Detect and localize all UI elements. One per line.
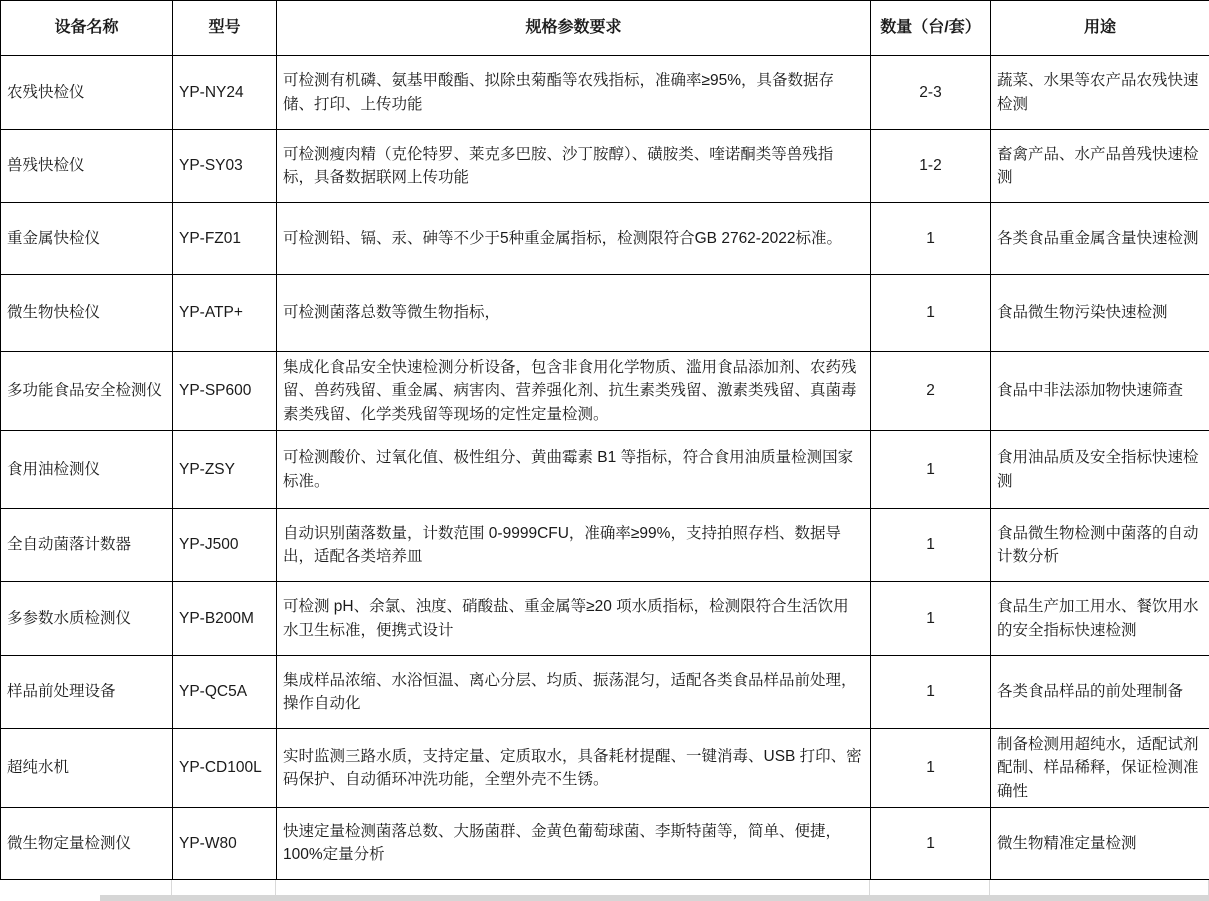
cell-name[interactable]: 超纯水机 (1, 729, 173, 808)
cell-name[interactable]: 微生物定量检测仪 (1, 807, 173, 879)
cell-model[interactable]: YP-B200M (173, 582, 277, 656)
cell-spec[interactable]: 自动识别菌落数量，计数范围 0-9999CFU，准确率≥99%，支持拍照存档、数据导出，适配各类培养皿 (277, 509, 871, 582)
cell-purpose[interactable]: 制备检测用超纯水，适配试剂配制、样品稀释，保证检测准确性 (991, 729, 1209, 808)
cell-spec[interactable]: 可检测瘦肉精（克伦特罗、莱克多巴胺、沙丁胺醇）、磺胺类、喹诺酮类等兽残指标，具备数据联网上传功能 (277, 130, 871, 203)
cell-spec[interactable]: 快速定量检测菌落总数、大肠菌群、金黄色葡萄球菌、李斯特菌等，简单、便捷，100%定量分析 (277, 807, 871, 879)
cell-spec[interactable]: 集成样品浓缩、水浴恒温、离心分层、均质、振荡混匀，适配各类食品样品前处理，操作自动化 (277, 656, 871, 729)
cell-name[interactable]: 农残快检仪 (1, 56, 173, 130)
cell-name[interactable]: 多参数水质检测仪 (1, 582, 173, 656)
header-cell-model[interactable]: 型号 (173, 1, 277, 56)
cell-model[interactable]: YP-CD100L (173, 729, 277, 808)
header-cell-qty[interactable]: 数量（台/套） (871, 1, 991, 56)
cell-qty[interactable]: 2 (871, 352, 991, 431)
table-row (1, 352, 1209, 431)
cell-purpose[interactable]: 食品生产加工用水、餐饮用水的安全指标快速检测 (991, 582, 1209, 656)
cell-spec[interactable]: 可检测铅、镉、汞、砷等不少于5种重金属指标，检测限符合GB 2762-2022标准。 (277, 203, 871, 275)
cell-qty[interactable]: 1 (871, 275, 991, 352)
cell-name[interactable]: 食用油检测仪 (1, 431, 173, 509)
cell-qty[interactable]: 1 (871, 203, 991, 275)
table-row (1, 656, 1209, 729)
table-row (1, 807, 1209, 879)
table-row (1, 56, 1209, 130)
cell-purpose[interactable]: 微生物精准定量检测 (991, 807, 1209, 879)
horizontal-scrollbar[interactable] (100, 895, 1209, 901)
cell-spec[interactable]: 可检测 pH、余氯、浊度、硝酸盐、重金属等≥20 项水质指标，检测限符合生活饮用水卫生标准，便携式设计 (277, 582, 871, 656)
cell-spec[interactable]: 可检测有机磷、氨基甲酸酯、拟除虫菊酯等农残指标，准确率≥95%，具备数据存储、打印、上传功能 (277, 56, 871, 130)
cell-spec[interactable]: 实时监测三路水质，支持定量、定质取水，具备耗材提醒、一键消毒、USB 打印、密码保护、自动循环冲洗功能，全塑外壳不生锈。 (277, 729, 871, 808)
cell-model[interactable]: YP-NY24 (173, 56, 277, 130)
cell-model[interactable]: YP-SP600 (173, 352, 277, 431)
cell-name[interactable]: 全自动菌落计数器 (1, 509, 173, 582)
cell-qty[interactable]: 1 (871, 729, 991, 808)
cell-model[interactable]: YP-FZ01 (173, 203, 277, 275)
cell-name[interactable]: 兽残快检仪 (1, 130, 173, 203)
cell-model[interactable]: YP-QC5A (173, 656, 277, 729)
cell-model[interactable]: YP-J500 (173, 509, 277, 582)
cell-qty[interactable]: 1 (871, 431, 991, 509)
cell-name[interactable]: 多功能食品安全检测仪 (1, 352, 173, 431)
cell-purpose[interactable]: 各类食品样品的前处理制备 (991, 656, 1209, 729)
cell-purpose[interactable]: 食品微生物污染快速检测 (991, 275, 1209, 352)
table-row (1, 509, 1209, 582)
cell-purpose[interactable]: 蔬菜、水果等农产品农残快速检测 (991, 56, 1209, 130)
cell-purpose[interactable]: 各类食品重金属含量快速检测 (991, 203, 1209, 275)
cell-purpose[interactable]: 食用油品质及安全指标快速检测 (991, 431, 1209, 509)
table-row (1, 729, 1209, 808)
cell-spec[interactable]: 可检测酸价、过氧化值、极性组分、黄曲霉素 B1 等指标，符合食用油质量检测国家标准。 (277, 431, 871, 509)
cell-qty[interactable]: 2-3 (871, 56, 991, 130)
cell-qty[interactable]: 1-2 (871, 130, 991, 203)
cell-purpose[interactable]: 畜禽产品、水产品兽残快速检测 (991, 130, 1209, 203)
cell-model[interactable]: YP-ZSY (173, 431, 277, 509)
cell-model[interactable]: YP-ATP+ (173, 275, 277, 352)
table-row (1, 582, 1209, 656)
table-row (1, 431, 1209, 509)
cell-model[interactable]: YP-SY03 (173, 130, 277, 203)
header-cell-spec[interactable]: 规格参数要求 (277, 1, 871, 56)
cell-name[interactable]: 样品前处理设备 (1, 656, 173, 729)
cell-model[interactable]: YP-W80 (173, 807, 277, 879)
cell-qty[interactable]: 1 (871, 807, 991, 879)
header-cell-purpose[interactable]: 用途 (991, 1, 1209, 56)
header-cell-name[interactable]: 设备名称 (1, 1, 173, 56)
table-row (1, 130, 1209, 203)
cell-qty[interactable]: 1 (871, 582, 991, 656)
cell-qty[interactable]: 1 (871, 509, 991, 582)
cell-spec[interactable]: 集成化食品安全快速检测分析设备，包含非食用化学物质、滥用食品添加剂、农药残留、兽药残留、重金属、病害肉、营养强化剂、抗生素类残留、激素类残留、真菌毒素类残留、化学类残留等现场的定性定量检测。 (277, 352, 871, 431)
table-row (1, 275, 1209, 352)
cell-spec[interactable]: 可检测菌落总数等微生物指标， (277, 275, 871, 352)
header-row (1, 1, 1209, 56)
cell-purpose[interactable]: 食品微生物检测中菌落的自动计数分析 (991, 509, 1209, 582)
cell-purpose[interactable]: 食品中非法添加物快速筛查 (991, 352, 1209, 431)
table-row (1, 203, 1209, 275)
cell-name[interactable]: 重金属快检仪 (1, 203, 173, 275)
cell-name[interactable]: 微生物快检仪 (1, 275, 173, 352)
cell-qty[interactable]: 1 (871, 656, 991, 729)
